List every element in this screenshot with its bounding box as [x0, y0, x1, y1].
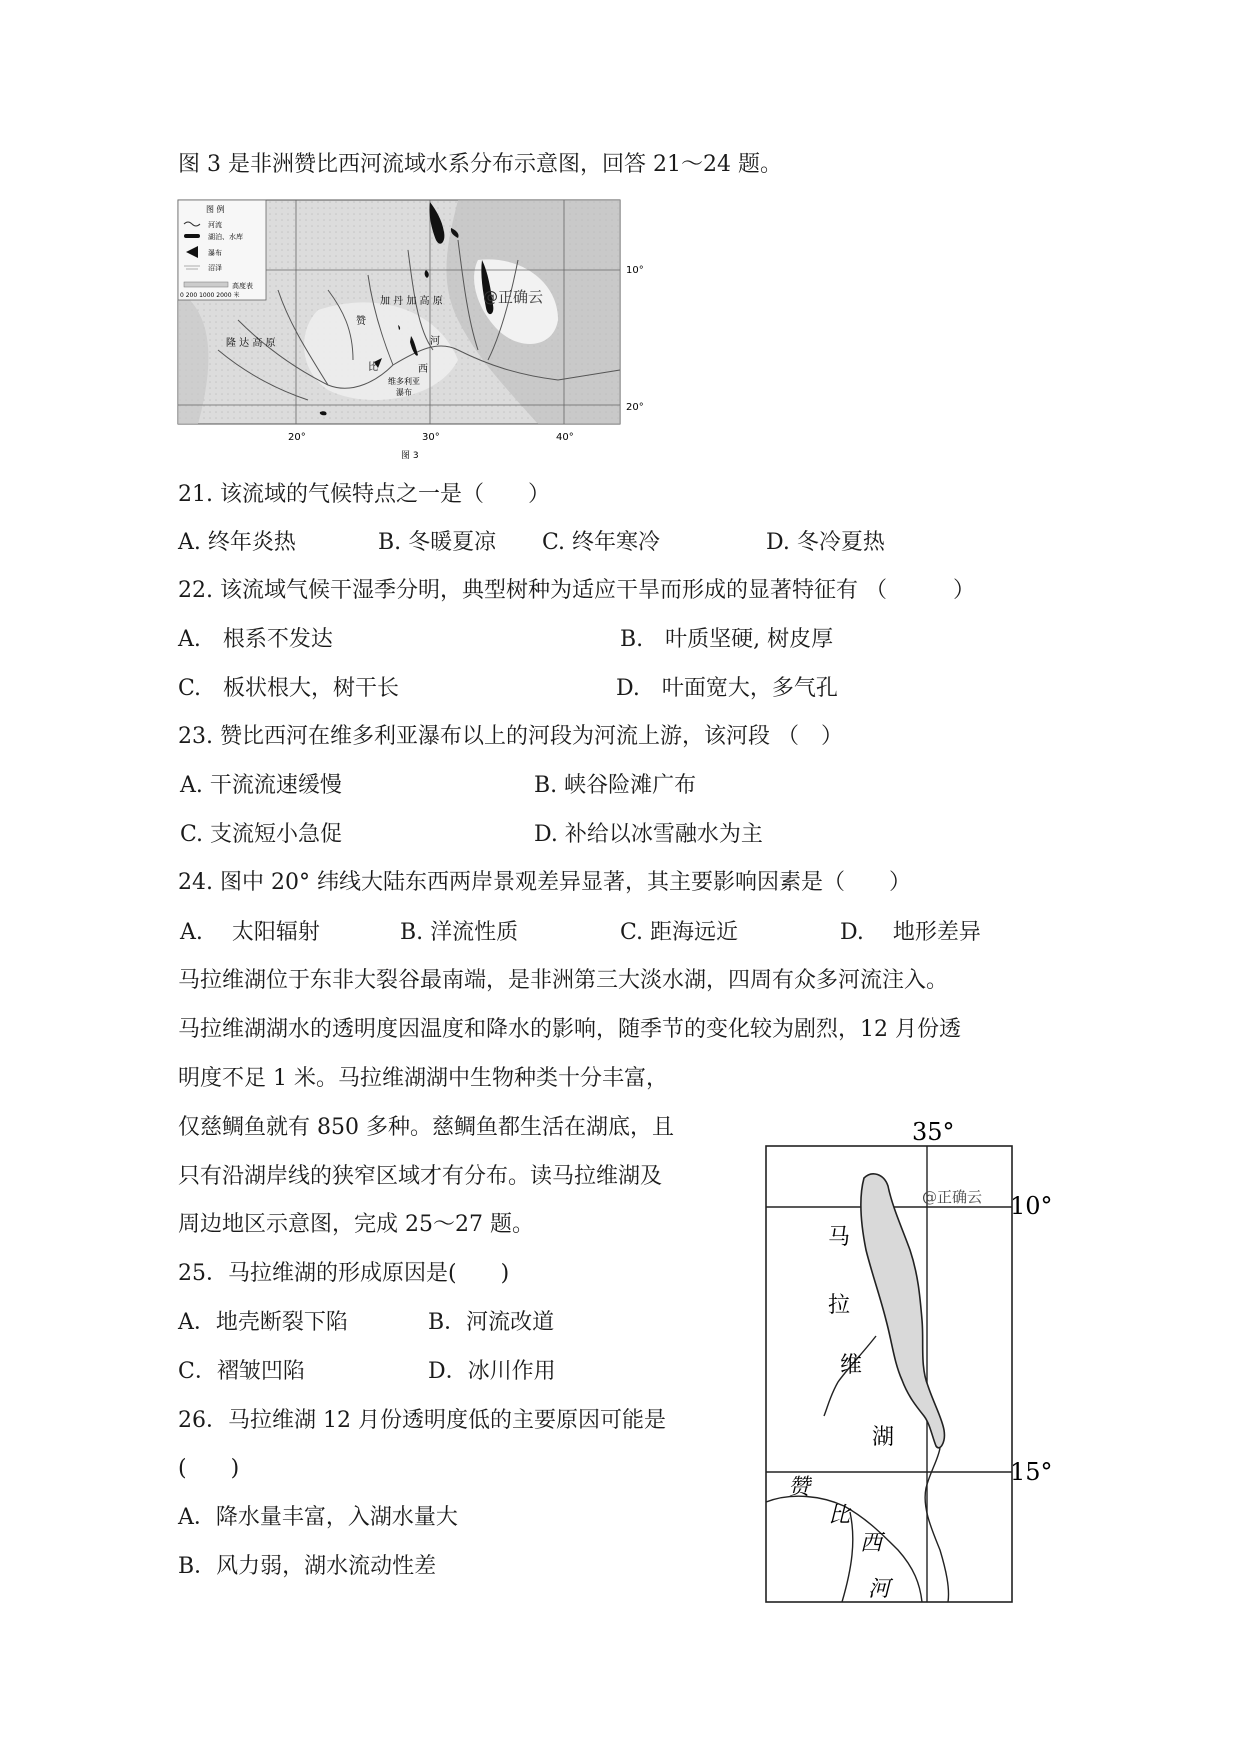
passage-line-3: 明度不足 1 米。马拉维湖湖中生物种类十分丰富， — [178, 1066, 668, 1091]
q22-stem: 22. 该流域气候干湿季分明，典型树种为适应干旱而形成的显著特征有 （ ） — [178, 578, 975, 603]
passage-line-6: 周边地区示意图，完成 25～27 题。 — [178, 1212, 534, 1237]
passage-line-2: 马拉维湖湖水的透明度因温度和降水的影响，随季节的变化较为剧烈，12 月份透 — [178, 1017, 961, 1042]
label-xi: 西 — [418, 364, 428, 375]
q26-option-a: A．降水量丰富，入湖水量大 — [178, 1505, 458, 1530]
legend-item-waterfall: 瀑布 — [208, 249, 222, 257]
legend-item-river: 河流 — [208, 221, 222, 229]
lake-char-4: 湖 — [872, 1425, 895, 1450]
q21-option-d: D. 冬冷夏热 — [766, 530, 885, 555]
legend-item-lake: 湖泊、水库 — [208, 233, 243, 241]
q24-option-a: A. 太阳辐射 — [180, 920, 320, 945]
malawi-lat-15: 15° — [1010, 1458, 1053, 1486]
q24-option-d: D. 地形差异 — [840, 920, 981, 945]
passage-line-5: 只有沿湖岸线的狭窄区域才有分布。读马拉维湖及 — [178, 1164, 663, 1189]
q25-option-a: A．地壳断裂下陷 — [178, 1310, 348, 1335]
q25-option-b: B．河流改道 — [428, 1310, 555, 1335]
q26-option-b: B．风力弱，湖水流动性差 — [178, 1554, 437, 1579]
legend-item-swamp: 沼泽 — [208, 264, 222, 272]
malawi-lake-map — [752, 1110, 1052, 1605]
watermark-malawi: @正确云 — [922, 1188, 983, 1206]
scale-values: 0 200 1000 2000 米 — [180, 292, 240, 299]
passage-line-4: 仅慈鲷鱼就有 850 多种。慈鲷鱼都生活在湖底，且 — [178, 1115, 674, 1140]
label-lunda: 隆 达 高 原 — [226, 338, 276, 349]
label-zan: 赞 — [356, 316, 366, 327]
label-he: 河 — [430, 336, 440, 347]
lat-label-20: 20° — [626, 402, 644, 413]
label-katanga: 加 丹 加 高 原 — [380, 296, 443, 307]
q26-stem: 26．马拉维湖 12 月份透明度低的主要原因可能是 — [178, 1408, 666, 1433]
river-char-4: 河 — [868, 1577, 891, 1602]
label-bi: 比 — [368, 362, 378, 373]
q21-option-c: C. 终年寒冷 — [542, 530, 661, 555]
lake-char-3: 维 — [840, 1353, 863, 1378]
river-char-2: 比 — [828, 1503, 851, 1528]
malawi-lon-label: 35° — [912, 1118, 955, 1146]
q25-option-d: D．冰川作用 — [428, 1359, 556, 1384]
q23-option-a: A. 干流流速缓慢 — [180, 773, 342, 798]
lon-label-20: 20° — [288, 432, 306, 443]
lon-label-30: 30° — [422, 432, 440, 443]
label-victoria: 维多利亚 — [388, 377, 420, 386]
q26-stem-paren: ( ) — [178, 1456, 240, 1481]
malawi-lat-10: 10° — [1010, 1192, 1053, 1220]
q21-option-a: A. 终年炎热 — [178, 530, 296, 555]
lake-char-1: 马 — [828, 1225, 851, 1250]
q22-option-d: D. 叶面宽大，多气孔 — [616, 676, 838, 701]
q23-option-b: B. 峡谷险滩广布 — [534, 773, 697, 798]
q21-option-b: B. 冬暖夏凉 — [378, 530, 497, 555]
q22-option-c: C. 板状根大，树干长 — [178, 676, 400, 701]
q23-option-d: D. 补给以冰雪融水为主 — [534, 822, 763, 847]
intro-fig3: 图 3 是非洲赞比西河流域水系分布示意图，回答 21～24 题。 — [178, 152, 782, 177]
passage-line-1: 马拉维湖位于东非大裂谷最南端，是非洲第三大淡水湖，四周有众多河流注入。 — [178, 968, 949, 993]
scale-label: 高度表 — [232, 282, 253, 290]
q22-option-b: B. 叶质坚硬, 树皮厚 — [620, 627, 834, 652]
lon-label-40: 40° — [556, 432, 574, 443]
watermark-fig3: @正确云 — [483, 288, 544, 306]
q23-stem: 23. 赞比西河在维多利亚瀑布以上的河段为河流上游，该河段 （ ） — [178, 724, 843, 749]
label-falls: 瀑布 — [396, 388, 412, 397]
lat-label-10: 10° — [626, 265, 644, 276]
river-char-1: 赞 — [788, 1475, 811, 1500]
q24-option-b: B. 洋流性质 — [400, 920, 519, 945]
q22-option-a: A. 根系不发达 — [178, 627, 333, 652]
q25-option-c: C．褶皱凹陷 — [178, 1359, 305, 1384]
figure3-caption: 图 3 — [401, 451, 419, 461]
q24-option-c: C. 距海远近 — [620, 920, 739, 945]
q23-option-c: C. 支流短小急促 — [180, 822, 343, 847]
legend-title: 图 例 — [206, 205, 225, 214]
q24-stem: 24. 图中 20° 纬线大陆东西两岸景观差异显著，其主要影响因素是（ ） — [178, 870, 911, 895]
river-char-3: 西 — [860, 1531, 883, 1556]
figure3-zambezi-map — [178, 200, 644, 462]
q21-stem: 21. 该流域的气候特点之一是（ ） — [178, 482, 550, 507]
q25-stem: 25．马拉维湖的形成原因是( ) — [178, 1261, 510, 1286]
lake-char-2: 拉 — [828, 1293, 851, 1318]
